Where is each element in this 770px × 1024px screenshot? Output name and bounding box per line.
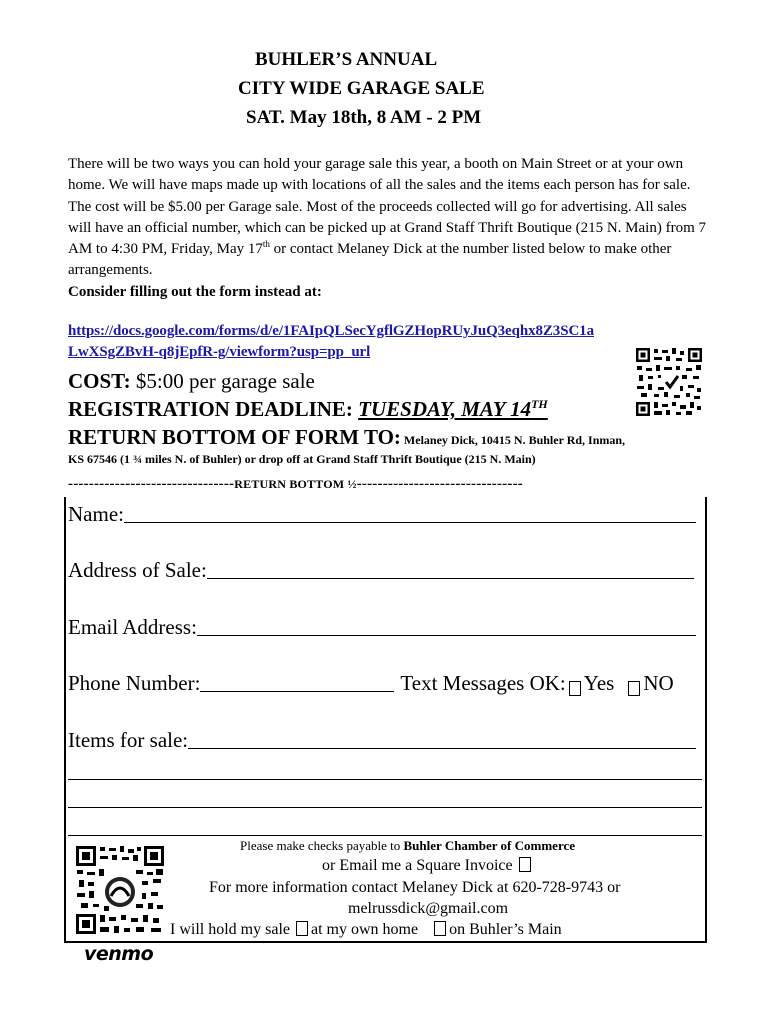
phone-input-line[interactable] <box>200 671 394 692</box>
form-qr-code-icon <box>636 348 702 416</box>
own-home-checkbox[interactable] <box>296 921 308 936</box>
separator-left: -------------------------------- <box>68 476 235 492</box>
contact-email: melrussdick@gmail.com <box>348 900 509 917</box>
deadline-label: REGISTRATION DEADLINE: <box>68 397 359 421</box>
square-invoice-checkbox[interactable] <box>519 857 531 872</box>
separator-middle: RETURN BOTTOM ½ <box>234 477 357 491</box>
hold-sale-line <box>170 921 562 939</box>
checks-payable-line <box>240 838 575 854</box>
items-input-line[interactable] <box>188 728 696 749</box>
title-line-1: BUHLER’S ANNUAL <box>255 49 438 70</box>
name-label: Name: <box>68 502 124 526</box>
form-prompt: Consider filling out the form instead at: <box>68 283 322 300</box>
contact-info: For more information contact Melaney Dick at 620-728-9743 or <box>209 879 621 896</box>
no-label: NO <box>643 671 674 695</box>
separator-right: -------------------------------- <box>356 476 523 492</box>
hold-home-label: at my own home <box>310 921 419 938</box>
items-line-4[interactable] <box>68 835 702 836</box>
intro-text-end: or contact Melaney Dick at the number listed below to make other arrangements. <box>68 241 672 279</box>
venmo-qr-code-icon <box>76 846 164 934</box>
yes-label: Yes <box>583 671 615 695</box>
return-separator <box>68 476 702 493</box>
yes-checkbox[interactable] <box>569 681 581 696</box>
intro-sup: th <box>262 239 270 250</box>
address-row <box>68 558 694 583</box>
name-row <box>68 502 696 527</box>
email-input-line[interactable] <box>197 615 696 636</box>
deadline-date <box>358 397 548 421</box>
items-line-3[interactable] <box>68 807 702 808</box>
return-line <box>68 425 625 450</box>
main-street-checkbox[interactable] <box>434 921 446 936</box>
return-address-1: Melaney Dick, 10415 N. Buhler Rd, Inman, <box>400 433 626 447</box>
form-url-line-2[interactable]: LwXSgZBvH-q8jEpfR-g/viewform?usp=pp_url <box>68 344 371 360</box>
email-label: Email Address: <box>68 615 197 639</box>
checks-payee: Buhler Chamber of Commerce <box>403 838 576 853</box>
cost-label: COST: <box>68 369 131 393</box>
venmo-logo: venmo <box>84 943 154 965</box>
return-address-2: KS 67546 (1 ¾ miles N. of Buhler) or drop off at Grand Staff Thrift Boutique (215 N. Main) <box>68 452 536 466</box>
address-input-line[interactable] <box>207 558 694 579</box>
return-label: RETURN BOTTOM OF FORM TO: <box>68 425 401 449</box>
title-line-2: CITY WIDE GARAGE SALE <box>238 78 485 99</box>
hold-prefix: I will hold my sale <box>170 921 290 938</box>
items-row <box>68 728 696 753</box>
deadline-line <box>68 397 548 422</box>
text-ok-label: Text Messages OK: <box>400 671 566 695</box>
square-invoice-text: or Email me a Square Invoice <box>322 857 513 874</box>
form-url-line-1[interactable]: https://docs.google.com/forms/d/e/1FAIpQLSecYgflGZHopRUyJuQ3eqhx8Z3SC1a <box>68 323 594 339</box>
cost-line <box>68 369 315 394</box>
square-invoice-line <box>322 857 534 875</box>
name-input-line[interactable] <box>124 502 696 523</box>
deadline-date-text: TUESDAY, MAY 14 <box>358 397 532 421</box>
intro-text: There will be two ways you can hold your garage sale this year, a booth on Main Street or at your own home. We will have maps made up with locations of all the sales and the items each person has for sale. The cost will be $5.00 per Garage sale. Most of the proceeds collected will go for advertising. All sales will have an official number, which can be picked up at Grand Staff Thrift Boutique (215 N. Main) from 7 AM to 4:30 PM, Friday, May 17 <box>68 156 706 258</box>
items-label: Items for sale: <box>68 728 189 752</box>
email-row <box>68 615 696 640</box>
title-line-3: SAT. May 18th, 8 AM - 2 PM <box>246 107 482 128</box>
address-label: Address of Sale: <box>68 558 207 582</box>
items-line-2[interactable] <box>68 779 702 780</box>
intro-paragraph <box>68 154 708 303</box>
no-checkbox[interactable] <box>628 681 640 696</box>
hold-main-label: on Buhler’s Main <box>449 921 562 938</box>
phone-label: Phone Number: <box>68 671 201 695</box>
deadline-sup: TH <box>531 397 548 411</box>
cost-value: $5:00 per garage sale <box>130 369 315 393</box>
checks-prefix: Please make checks payable to <box>240 838 404 853</box>
phone-row <box>68 671 704 696</box>
